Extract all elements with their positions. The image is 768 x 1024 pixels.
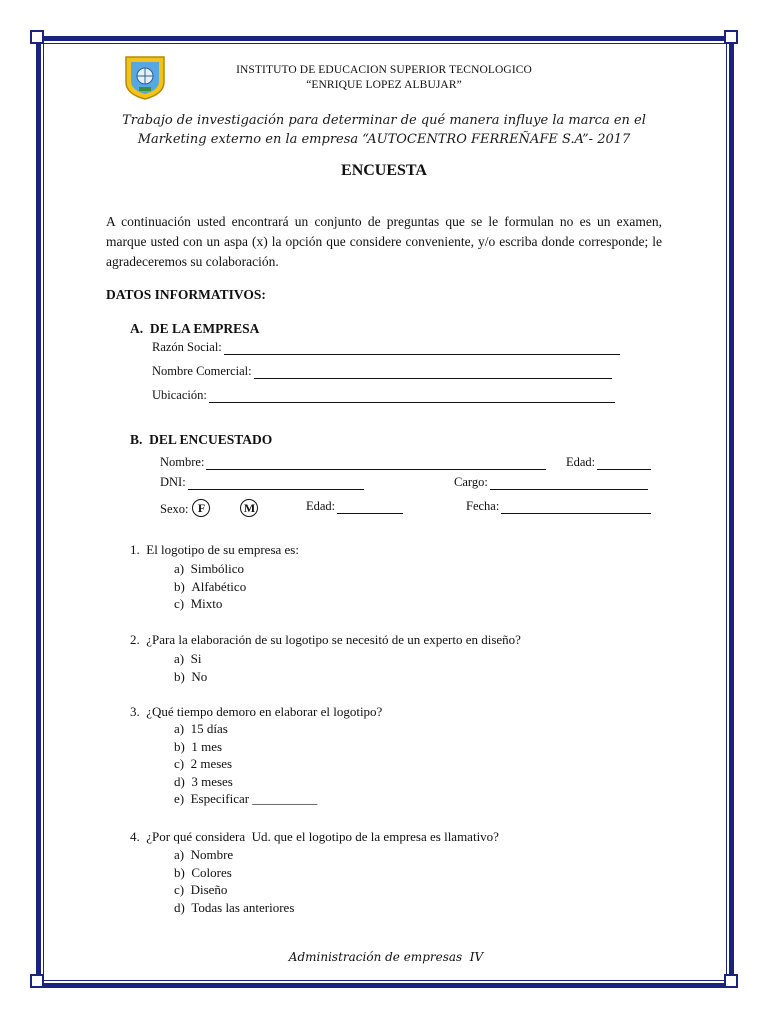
answer-option[interactable]: b) 1 mes [174, 738, 223, 754]
answer-option[interactable]: d) 3 meses [174, 773, 233, 789]
nombre-comercial-field[interactable] [152, 364, 612, 379]
razon-social-field[interactable] [152, 340, 620, 355]
answer-option[interactable]: a) Simbólico [174, 561, 245, 576]
section-empresa-heading: A. DE LA EMPRESA [130, 321, 260, 336]
sexo-m-option[interactable]: M [240, 499, 258, 517]
edad2-label: Edad: [306, 499, 336, 513]
question-3: 3. ¿Qué tiempo demoro en elaborar el logotipo? [130, 704, 383, 719]
page-footer: Administración de empresas IV [288, 950, 484, 964]
fecha-field[interactable] [466, 499, 651, 514]
intro-paragraph: A continuación usted encontrará un conjunto de preguntas que se le formulan no es un examen, marque usted con un aspa (x) la opción que considere conveniente, y/o escriba donde corresponde; le agradeceremos su colaboración. [106, 214, 662, 269]
question-4: 4. ¿Por qué considera Ud. que el logotipo de la empresa es llamativo? [130, 829, 499, 844]
sexo-label: Sexo: [160, 502, 189, 516]
nombre-label: Nombre: [160, 455, 205, 469]
nombre-line[interactable] [206, 457, 546, 470]
institute-name-line2: “ENRIQUE LOPEZ ALBUJAR” [306, 79, 462, 91]
answer-option[interactable]: a) Nombre [174, 847, 234, 862]
answer-option[interactable]: d) Todas las anteriores [174, 899, 295, 915]
question-1: 1. El logotipo de su empresa es: [130, 542, 299, 557]
ubicacion-line[interactable] [209, 390, 615, 403]
institute-logo [122, 54, 168, 100]
edad2-line[interactable] [337, 501, 403, 514]
answer-option[interactable]: c) 2 meses [174, 756, 233, 771]
answer-option[interactable]: c) Mixto [174, 596, 223, 611]
question-3-options [174, 720, 317, 808]
page-title: ENCUESTA [341, 162, 427, 179]
fecha-line[interactable] [501, 501, 651, 514]
corner-ornament [30, 974, 44, 988]
question-2-options [174, 650, 207, 685]
answer-option[interactable]: b) Colores [174, 864, 232, 880]
answer-option[interactable]: b) No [174, 668, 208, 684]
razon-social-label: Razón Social: [152, 340, 222, 354]
edad-line[interactable] [597, 457, 651, 470]
question-4-options [174, 846, 294, 916]
answer-option[interactable]: a) Si [174, 651, 202, 666]
section-encuestado-heading: B. DEL ENCUESTADO [130, 432, 273, 447]
sexo-field [160, 499, 258, 517]
answer-option[interactable]: e) Especificar __________ [174, 791, 318, 806]
corner-ornament [724, 974, 738, 988]
nombre-comercial-line[interactable] [254, 366, 612, 379]
institute-name-line1: INSTITUTO DE EDUCACION SUPERIOR TECNOLOGICO [236, 64, 532, 76]
cargo-field[interactable] [454, 475, 648, 490]
question-1-options [174, 560, 246, 613]
dni-field[interactable] [160, 475, 364, 490]
dni-line[interactable] [188, 477, 364, 490]
corner-ornament [30, 30, 44, 44]
corner-ornament [724, 30, 738, 44]
cargo-label: Cargo: [454, 475, 488, 489]
nombre-field[interactable] [160, 455, 546, 470]
question-2: 2. ¿Para la elaboración de su logotipo se necesitó de un experto en diseño? [130, 632, 521, 647]
research-title-line2: Marketing externo en la empresa “AUTOCENTRO FERREÑAFE S.A”- 2017 [137, 132, 631, 147]
sexo-f-option[interactable]: F [192, 499, 210, 517]
datos-informativos-heading: DATOS INFORMATIVOS: [106, 287, 266, 302]
cargo-line[interactable] [490, 477, 648, 490]
edad-label: Edad: [566, 455, 596, 469]
razon-social-line[interactable] [224, 342, 620, 355]
dni-label: DNI: [160, 475, 186, 489]
edad2-field[interactable] [306, 499, 403, 514]
fecha-label: Fecha: [466, 499, 500, 513]
ubicacion-field[interactable] [152, 388, 615, 403]
edad-field[interactable] [566, 455, 651, 470]
answer-option[interactable]: b) Alfabético [174, 578, 247, 594]
research-title-line1: Trabajo de investigación para determinar de qué manera influye la marca en el [122, 113, 646, 128]
answer-option[interactable]: c) Diseño [174, 882, 228, 897]
nombre-comercial-label: Nombre Comercial: [152, 364, 252, 378]
answer-option[interactable]: a) 15 días [174, 721, 228, 736]
ubicacion-label: Ubicación: [152, 388, 207, 402]
